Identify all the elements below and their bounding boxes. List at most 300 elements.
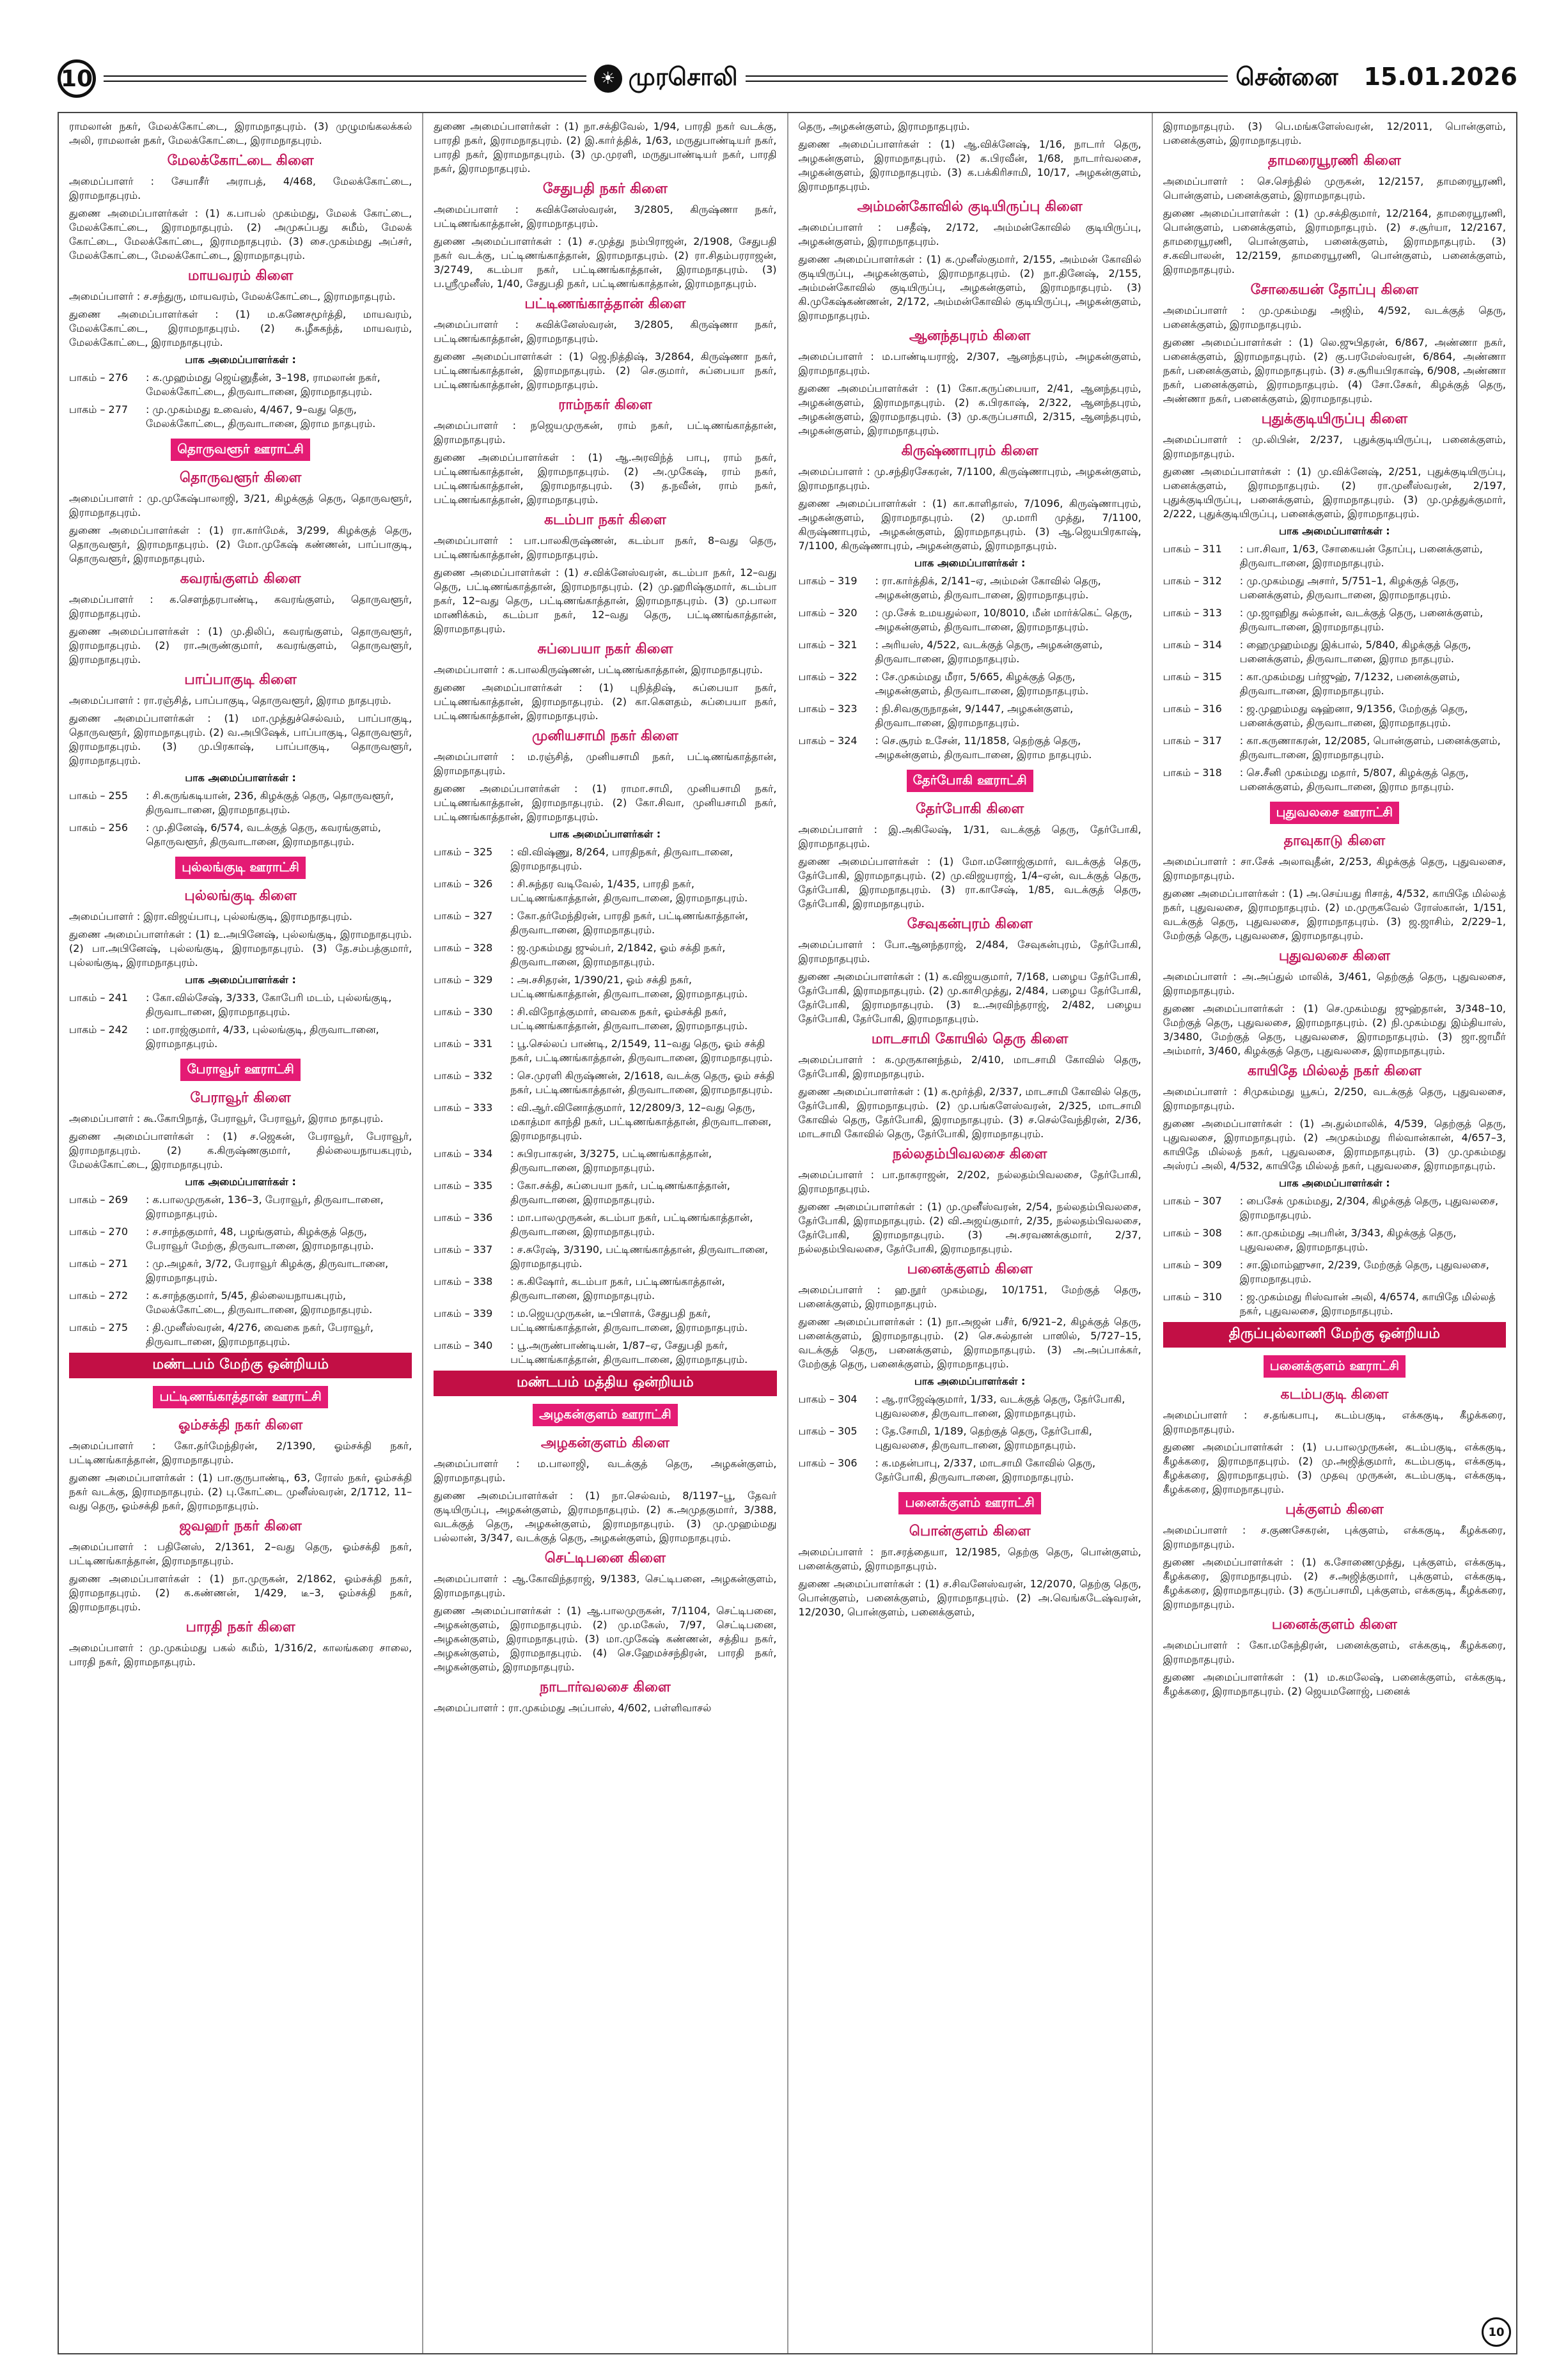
member-paragraph: துணை அமைப்பாளர்கள் : (1) பா.குருபாண்டி, 63, ரோஸ் நகர், ஓம்சக்தி நகர் வடக்கு, இராமநாதபுரம். (2) பு.கோட்டை முனீஸ்வரன், 2/1712, 11–வது தெரு, ஓம்சக்தி நகர், இராமநாதபுரம். xyxy=(69,1472,412,1512)
ward-details: : மா.பாலமுருகன், கடம்பா நகர், பட்டிணங்காத்தான், திருவாடானை, இராமநாதபுரம். xyxy=(510,1211,753,1238)
ward-details: : மு.முகம்மது உவைஸ், 4/467, 9–வது தெரு, மேலக்கோட்டை, திருவாடானை, இராம நாதபுரம். xyxy=(146,403,376,430)
member-paragraph: துணை அமைப்பாளர்கள் : (1) ம.கமலேஷ், பனைக்குளம், எக்ககுடி, கீழக்கரை, இராமநாதபுரம். (2) ஜெயமனோஜ், பனைக் xyxy=(1163,1671,1506,1697)
branch-heading: கவரங்குளம் கிளை xyxy=(180,571,301,587)
member-paragraph: துணை அமைப்பாளர்கள் : (1) ச.முத்து நம்பிராஜன், 2/1908, சேதுபதி நகர் வடக்கு, பட்டிணங்காத்தான், இராமநாதபுரம். (2) ரா.சிதம்பரராஜன், 3/2749, கடம்பா நகர், பட்டிணங்காத்தான், இராமநாதபுரம். (3) ப.ஸ்ரீமுனீஸ், 1/40, சேதுபதி நகர், பட்டிணங்காத்தான், இராமநாதபுரம். xyxy=(434,235,777,290)
ward-entry xyxy=(799,1392,1141,1420)
ward-number: பாகம் – 335 xyxy=(434,1179,493,1192)
ward-number: பாகம் – 314 xyxy=(1163,639,1222,651)
ward-entry xyxy=(69,1289,412,1317)
ward-number: பாகம் – 338 xyxy=(434,1275,493,1287)
header-rule-right xyxy=(746,75,1228,82)
member-paragraph: அமைப்பாளர் : க.சௌந்தரபாண்டி, கவரங்குளம், தொருவளூர், இராமநாதபுரம். xyxy=(69,593,412,619)
content-frame xyxy=(58,112,1517,2354)
ward-entry xyxy=(1163,574,1506,602)
ward-entry xyxy=(434,1243,776,1271)
union-heading-band: மண்டபம் மத்திய ஒன்றியம் xyxy=(434,1371,776,1396)
ward-number: பாகம் – 326 xyxy=(434,878,493,890)
ward-entry xyxy=(434,1037,776,1065)
member-paragraph: அமைப்பாளர் : கோ.மகேந்திரன், பனைக்குளம், எக்ககுடி, கீழக்கரை, இராமநாதபுரம். xyxy=(1163,1639,1506,1665)
branch-heading: முனியசாமி நகர் கிளை xyxy=(532,728,678,744)
ward-number: பாகம் – 333 xyxy=(434,1101,493,1114)
ward-number: பாகம் – 256 xyxy=(69,821,129,834)
branch-heading: பனைக்குளம் கிளை xyxy=(907,1261,1033,1277)
branch-heading: தாமரையூரணி கிளை xyxy=(1267,153,1401,169)
footer-page-number: 10 xyxy=(1482,2317,1511,2347)
ward-organisers-heading: பாக அமைப்பாளர்கள் : xyxy=(185,354,296,366)
ward-details: : சா.இமாம்ஹுசா, 2/239, மேற்குத் தெரு, புதுவலசை, இராமநாதபுரம். xyxy=(1239,1259,1489,1285)
branch-heading: ஓம்சக்தி நகர் கிளை xyxy=(178,1417,303,1433)
panchayat-heading-wrap xyxy=(69,1382,412,1412)
header-rule-left xyxy=(104,75,586,82)
ward-entry xyxy=(1163,766,1506,794)
ward-number: பாகம் – 328 xyxy=(434,942,493,954)
branch-heading: புதுக்குடியிருப்பு கிளை xyxy=(1261,411,1408,427)
member-paragraph: அமைப்பாளர் : ஆ.கோவிந்தராஜ், 9/1383, செட்டிபனை, அழகன்குளம், இராமநாதபுரம். xyxy=(434,1573,777,1599)
ward-number: பாகம் – 320 xyxy=(798,607,858,619)
member-paragraph: துணை அமைப்பாளர்கள் : (1) மு.சக்திகுமார், 12/2164, தாமரையூரணி, பொன்குளம், பனைக்குளம், இராமநாதபுரம். (2) ச.சூர்யா, 12/2167, தாமரையூரணி, பொன்குளம், பனைக்குளம், இராமநாதபுரம். (3) ச.கவிபாலன், 12/2159, தாமரையூரணி, பொன்குளம், பனைக்குளம், இராமநாதபுரம். xyxy=(1163,207,1506,276)
ward-number: பாகம் – 332 xyxy=(434,1069,493,1082)
ward-organisers-heading: பாக அமைப்பாளர்கள் : xyxy=(1279,525,1390,537)
ward-details: : கா.முகம்மது அபரின், 3/343, கிழக்குத் தெரு, புதுவலசை, இராமநாதபுரம். xyxy=(1239,1227,1457,1253)
ward-number: பாகம் – 340 xyxy=(434,1339,493,1351)
member-paragraph: துணை அமைப்பாளர்கள் : (1) மு.முனீஸ்வரன், 2/54, நல்லதம்பிவலசை, தேர்போகி, இராமநாதபுரம். (2) வி.அஜய்குமார், 2/35, நல்லதம்பிவலசை, தேர்போகி, இராமநாதபுரம். (3) அ.சரவணக்குமார், 2/37, நல்லதம்பிவலசை, தேர்போகி, இராமநாதபுரம். xyxy=(798,1201,1141,1255)
member-paragraph: துணை அமைப்பாளர்கள் : (1) ரா.கார்மேக், 3/299, கிழக்குத் தெரு, தொருவளூர், இராமநாதபுரம். (2) மோ.முகேஷ் கண்ணன், பாப்பாகுடி, தொருவளூர், இராமநாதபுரம். xyxy=(69,524,412,564)
member-paragraph: துணை அமைப்பாளர்கள் : (1) புநித்திஷ், சுப்பையா நகர், பட்டிணங்காத்தான், இராமநாதபுரம். (2) கா.கௌதம், சுப்பையா நகர், பட்டிணங்காத்தான், இராமநாதபுரம். xyxy=(434,681,777,722)
ward-details: : ஜ.முஹம்மது ஷஹ்னா, 9/1356, மேற்குத் தெரு, பனைக்குளம், திருவாடானை, இராமநாதபுரம். xyxy=(1239,703,1468,729)
panchayat-heading: பனைக்குளம் ஊராட்சி xyxy=(898,1492,1040,1514)
ward-entry xyxy=(434,1005,776,1033)
ward-number: பாகம் – 327 xyxy=(434,910,493,922)
member-paragraph: துணை அமைப்பாளர்கள் : (1) க.பாபல் முகம்மது, மேலக் கோட்டை, மேலக்கோட்டை, இராமநாதபுரம். (2) அமுசுப்பது சுமீம், மேலக் கோட்டை, மேலக்கோட்டை, இராமநாதபுரம். (3) சை.முகம்மது அப்சர், மேலக்கோட்டை, மேலக்கோட்டை, இராமநாதபுரம். xyxy=(69,207,412,261)
ward-details: : க.சாந்தகுமார், 5/45, தில்லையநாயகபுரம், மேலக்கோட்டை, திருவாடானை, இராமநாதபுரம். xyxy=(146,1289,373,1316)
ward-number: பாகம் – 311 xyxy=(1163,543,1222,555)
ward-number: பாகம் – 334 xyxy=(434,1147,493,1160)
ward-number: பாகம் – 339 xyxy=(434,1307,493,1319)
member-paragraph: அமைப்பாளர் : இ.அகிலேஷ், 1/31, வடக்குத் தெரு, தேர்போகி, இராமநாதபுரம். xyxy=(798,823,1141,850)
member-paragraph: அமைப்பாளர் : பா.நாகராஜன், 2/202, நல்லதம்பிவலசை, தேர்போகி, இராமநாதபுரம். xyxy=(798,1169,1141,1195)
ward-details: : பூ.செல்லப் பாண்டி, 2/1549, 11–வது தெரு, ஓம் சக்தி நகர், பட்டிணங்காத்தான், திருவாடானை, இராமநாதபுரம். xyxy=(510,1038,773,1064)
ward-details: : அ.சசிதரன், 1/390/21, ஓம் சக்தி நகர், பட்டிணங்காத்தான், திருவாடானை, இராமநாதபுரம். xyxy=(510,974,748,1000)
panchayat-heading: புல்லங்குடி ஊராட்சி xyxy=(175,857,306,879)
ward-entry xyxy=(1163,542,1506,570)
ward-details: : மு.முகம்மது அசார், 5/751–1, கிழக்குத் தெரு, பனைக்குளம், திருவாடானை, இராமநாதபுரம். xyxy=(1239,575,1459,601)
member-paragraph: துணை அமைப்பாளர்கள் : (1) உ.அபினேஷ், புல்லங்குடி, இராமநாதபுரம். (2) பா.அபினேஷ், புல்லங்குடி, இராமநாதபுரம். (3) தே.சம்பத்குமார், புல்லங்குடி, இராமநாதபுரம். xyxy=(69,928,412,968)
member-paragraph: அமைப்பாளர் : ச.குணசேகரன், புக்குளம், எக்ககுடி, கீழக்கரை, இராமநாதபுரம். xyxy=(1163,1524,1506,1550)
ward-number: பாகம் – 319 xyxy=(798,575,858,587)
ward-number: பாகம் – 325 xyxy=(434,846,493,858)
sun-logo-icon: ☀ xyxy=(594,65,622,93)
ward-entry xyxy=(434,1275,776,1303)
ward-entry xyxy=(434,845,776,873)
ward-details: : சி.கருங்கடியான், 236, கிழக்குத் தெரு, தொருவளூர், திருவாடானை, இராமநாதபுரம். xyxy=(146,789,394,816)
member-paragraph: துணை அமைப்பாளர்கள் : (1) க.முனீஸ்குமார், 2/155, அம்மன் கோவில் குடியிருப்பு, அழகன்குளம், இராமநாதபுரம். (2) நா.தினேஷ், 2/155, அம்மன்கோவில் குடியிருப்பு, அழகன்குளம், இராமநாதபுரம். (3) கி.முகேஷ்கண்ணன், 2/172, அம்மன்கோவில் குடியிருப்பு, அழகன்குளம், இராமநாதபுரம். xyxy=(798,253,1141,322)
column-container xyxy=(59,113,1516,2353)
member-paragraph: துணை அமைப்பாளர்கள் : (1) ராமா.சாமி, முனியசாமி நகர், பட்டிணங்காத்தான், இராமநாதபுரம். (2) கோ.சிவா, முனியசாமி நகர், பட்டிணங்காத்தான், இராமநாதபுரம். xyxy=(434,782,777,823)
ward-details: : கோ.தர்மேந்திரன், பாரதி நகர், பட்டிணங்காத்தான், திருவாடானை, இராமநாதபுரம். xyxy=(510,910,749,936)
ward-details: : ஹைமுஹம்மது இக்பால், 5/840, கிழக்குத் தெரு, பனைக்குளம், திருவாடானை, இராம நாதபுரம். xyxy=(1239,639,1471,665)
member-paragraph: துணை அமைப்பாளர்கள் : (1) மு.திலிப், கவரங்குளம், தொருவளூர், இராமநாதபுரம். (2) ரா.அருண்குமார், கவரங்குளம், தொருவளூர், இராமநாதபுரம். xyxy=(69,625,412,665)
ward-number: பாகம் – 331 xyxy=(434,1038,493,1050)
ward-entry xyxy=(434,1211,776,1239)
ward-entry xyxy=(1163,606,1506,634)
ward-details: : ஜ.முகம்மது ஜுல்பர், 2/1842, ஓம் சக்தி நகர், திருவாடானை, இராமநாதபுரம். xyxy=(510,942,726,968)
branch-heading: சோகையன் தோப்பு கிளை xyxy=(1250,282,1419,298)
ward-entry xyxy=(434,1339,776,1367)
ward-entry xyxy=(434,1179,776,1207)
ward-number: பாகம் – 272 xyxy=(69,1289,129,1302)
ward-entry xyxy=(434,973,776,1001)
ward-entry xyxy=(1163,638,1506,666)
member-paragraph: அமைப்பாளர் : ரா.ரஞ்சித், பாப்பாகுடி, தொருவளூர், இராம நாதபுரம். xyxy=(69,694,391,706)
member-paragraph: அமைப்பாளர் : சிமுகம்மது யூசுப், 2/250, வடக்குத் தெரு, புதுவலசை, இராமநாதபுரம். xyxy=(1163,1085,1506,1112)
ward-entry xyxy=(69,371,412,399)
ward-details: : ஜ.முகம்மது ரிஸ்வான் அலி, 4/6574, காயிதே மில்லத் நகர், புதுவலசை, இராமநாதபுரம். xyxy=(1239,1291,1496,1317)
ward-details: : நி.சிவகுருநாதன், 9/1447, அழகன்குளம், திருவாடானை, இராமநாதபுரம். xyxy=(875,703,1074,729)
ward-details: : மு.தினேஷ், 6/574, வடக்குத் தெரு, கவரங்குளம், தொருவளூர், திருவாடானை, இராமநாதபுரம். xyxy=(146,821,381,848)
ward-number: பாகம் – 269 xyxy=(69,1194,129,1206)
member-paragraph: தெரு, அழகன்குளம், இராமநாதபுரம். xyxy=(798,120,970,132)
branch-heading: ஆனந்தபுரம் கிளை xyxy=(909,328,1031,344)
branch-heading: பொன்குளம் கிளை xyxy=(909,1523,1031,1539)
ward-entry xyxy=(1163,702,1506,730)
ward-details: : கோ.வில்சேஷ், 3/333, கோபேரி மடம், புல்லங்குடி, திருவாடானை, இராமநாதபுரம். xyxy=(146,992,392,1018)
ward-number: பாகம் – 242 xyxy=(69,1023,129,1036)
ward-entry xyxy=(434,1101,776,1143)
panchayat-heading-wrap xyxy=(1163,798,1506,828)
branch-heading: தாவுகாடு கிளை xyxy=(1283,833,1386,849)
ward-entry xyxy=(799,734,1141,762)
ward-number: பாகம் – 318 xyxy=(1163,766,1222,779)
member-paragraph: அமைப்பாளர் : பசதீஷ், 2/172, அம்மன்கோவில் குடியிருப்பு, அழகன்குளம், இராமநாதபுரம். xyxy=(798,221,1141,247)
member-paragraph: துணை அமைப்பாளர்கள் : (1) க.சோணைமுத்து, புக்குளம், எக்ககுடி, கீழக்கரை, இராமநாதபுரம். (2) ச.அஜித்குமார், புக்குளம், எக்ககுடி, கீழக்கரை, இராமநாதபுரம். (3) கருப்பசாமி, புக்குளம், எக்ககுடி, கீழக்கரை, இராமநாதபுரம். xyxy=(1163,1556,1506,1610)
ward-organisers-heading: பாக அமைப்பாளர்கள் : xyxy=(185,1176,296,1188)
ward-number: பாகம் – 336 xyxy=(434,1211,493,1224)
issue-date: 15.01.2026 xyxy=(1363,63,1517,91)
ward-entry xyxy=(1163,1290,1506,1318)
ward-entry xyxy=(1163,734,1506,762)
branch-heading: ஜவஹர் நகர் கிளை xyxy=(179,1518,302,1534)
ward-entry xyxy=(434,1307,776,1335)
branch-heading: மேலக்கோட்டை கிளை xyxy=(167,153,314,169)
member-paragraph: அமைப்பாளர் : கூ.கோபிநாத், பேராவூர், பேராவூர், இராம நாதபுரம். xyxy=(69,1112,384,1124)
ward-details: : பா.சிவா, 1/63, சோகையன் தோப்பு, பனைக்குளம், திருவாடானை, இராமநாதபுரம். xyxy=(1239,543,1483,569)
member-paragraph: அமைப்பாளர் : ச.சந்துரு, மாயவரம், மேலக்கோட்டை, இராமநாதபுரம். xyxy=(69,290,396,302)
ward-number: பாகம் – 329 xyxy=(434,974,493,986)
member-paragraph: அமைப்பாளர் : இரா.விஜய்பாபு, புல்லங்குடி, இராமநாதபுரம். xyxy=(69,910,352,922)
ward-number: பாகம் – 255 xyxy=(69,789,129,802)
member-paragraph: அமைப்பாளர் : மு.முகம்மது அஜிம், 4/592, வடக்குத் தெரு, பனைக்குளம், இராமநாதபுரம். xyxy=(1163,304,1506,331)
branch-heading: செட்டிபனை கிளை xyxy=(544,1550,666,1566)
member-paragraph: அமைப்பாளர் : செ.செந்தில் முருகன், 12/2157, தாமரையூரணி, பொன்குளம், பனைக்குளம், இராமநாதபுரம். xyxy=(1163,175,1506,201)
ward-entry xyxy=(69,1225,412,1253)
ward-details: : மு.அழகர், 3/72, பேராவூர் கிழக்கு, திருவாடானை, இராமநாதபுரம். xyxy=(146,1257,389,1284)
ward-details: : மு.ஜாஹிது சுல்தான், வடக்குத் தெரு, பனைக்குளம், திருவாடானை, இராமநாதபுரம். xyxy=(1239,607,1484,633)
member-paragraph: அமைப்பாளர் : மு.சந்திரசேகரன், 7/1100, கிருஷ்ணாபுரம், அழகன்குளம், இராமநாதபுரம். xyxy=(798,465,1141,492)
ward-number: பாகம் – 317 xyxy=(1163,735,1222,747)
member-paragraph: அமைப்பாளர் : க.முருகானந்தம், 2/410, மாடசாமி கோவில் தெரு, தேர்போகி, இராமநாதபுரம். xyxy=(798,1054,1141,1080)
ward-entry xyxy=(69,1257,412,1285)
ward-number: பாகம் – 275 xyxy=(69,1321,129,1334)
member-paragraph: துணை அமைப்பாளர்கள் : (1) கா.காளிதாஸ், 7/1096, கிருஷ்ணாபுரம், அழகன்குளம், இராமநாதபுரம். (2) மு.மாரி முத்து, 7/1100, கிருஷ்ணாபுரம், அழகன்குளம், இராமநாதபுரம். (3) ஆ.ஜெயபிரகாஷ், 7/1100, கிருஷ்ணாபுரம், அழகன்குளம், இராமநாதபுரம். xyxy=(798,497,1141,552)
edition-city: சென்னை xyxy=(1235,63,1338,91)
branch-heading: அம்மன்கோவில் குடியிருப்பு கிளை xyxy=(857,199,1083,215)
ward-details: : செ.சீனி முகம்மது மதார், 5/807, கிழக்குத் தெரு, பனைக்குளம், திருவாடானை, இராம நாதபுரம். xyxy=(1239,766,1469,793)
member-paragraph: அமைப்பாளர் : நா.சரத்தையா, 12/1985, தெற்கு தெரு, பொன்குளம், பனைக்குளம், இராமநாதபுரம். xyxy=(798,1546,1141,1572)
ward-details: : கா.முகம்மது பர்ஜுஹ், 7/1232, பனைக்குளம், திருவாடானை, இராமநாதபுரம். xyxy=(1239,671,1461,697)
ward-entry xyxy=(1163,670,1506,698)
ward-details: : சே.முகம்மது மீரா, 5/665, கிழக்குத் தெரு, அழகன்குளம், திருவாடானை, இராமநாதபுரம். xyxy=(875,671,1089,697)
member-paragraph: அமைப்பாளர் : மு.லிபின், 2/237, புதுக்குடியிருப்பு, பனைக்குளம், இராமநாதபுரம். xyxy=(1163,433,1506,460)
member-paragraph: துணை அமைப்பாளர்கள் : (1) அ.செய்யது ரிசாத், 4/532, காயிதே மில்லத் நகர், புதுவலசை, இராமநாதபுரம். (2) ம.முருகவேல் ரோஸ்கான், 1/151, வடக்குத் தெரு, புதுவலசை, இராமநாதபுரம். (3) ஜ.ஜாசிம், 2/229–1, மேற்குத் தெரு, புதுவலசை, இராமநாதபுரம். xyxy=(1163,887,1506,942)
panchayat-heading-wrap xyxy=(69,435,412,465)
ward-details: : சி.விநோத்குமார், வைகை நகர், ஓம்சக்தி நகர், பட்டிணங்காத்தான், திருவாடானை, இராமநாதபுரம். xyxy=(510,1006,748,1032)
ward-entry xyxy=(434,909,776,937)
ward-entry xyxy=(799,574,1141,602)
member-paragraph: அமைப்பாளர் : ரா.முகம்மது அப்பாஸ், 4/602, பள்ளிவாசல் xyxy=(434,1702,712,1714)
ward-details: : ச.சுரேஷ், 3/3190, பட்டிணங்காத்தான், திருவாடானை, இராமநாதபுரம். xyxy=(510,1243,768,1270)
ward-details: : கோ.சக்தி, சுப்பையா நகர், பட்டிணங்காத்தான், திருவாடானை, இராமநாதபுரம். xyxy=(510,1179,730,1206)
branch-heading: சேதுபதி நகர் கிளை xyxy=(542,181,668,197)
member-paragraph: அமைப்பாளர் : ம.பாலாஜி, வடக்குத் தெரு, அழகன்குளம், இராமநாதபுரம். xyxy=(434,1458,777,1484)
member-paragraph: துணை அமைப்பாளர்கள் : (1) நா.சக்திவேல், 1/94, பாரதி நகர் வடக்கு, பாரதி நகர், இராமநாதபுரம். (2) இ.காா்த்திக், 1/63, மருதுபாண்டியர் நகர், பாரதி நகர், இராமநாதபுரம். (3) மு.முரளி, மருதுபாண்டியர் நகர், பாரதி நகர், இராமநாதபுரம். xyxy=(434,120,777,175)
panchayat-heading: அழகன்குளம் ஊராட்சி xyxy=(533,1404,678,1426)
member-paragraph: அமைப்பாளர் : மு.முகேஷ்பாலாஜி, 3/21, கிழக்குத் தெரு, தொருவளூர், இராமநாதபுரம். xyxy=(69,492,412,518)
branch-heading: ராம்நகர் கிளை xyxy=(558,397,652,413)
branch-heading: புதுவலசை கிளை xyxy=(1278,948,1390,964)
ward-entry xyxy=(799,670,1141,698)
ward-entry xyxy=(799,1424,1141,1452)
panchayat-heading: தேர்போகி ஊராட்சி xyxy=(907,770,1033,792)
member-paragraph: அமைப்பாளர் : ஹ.நூர் முகம்மது, 10/1751, மேற்குத் தெரு, பனைக்குளம், இராமநாதபுரம். xyxy=(798,1284,1141,1310)
ward-number: பாகம் – 276 xyxy=(69,371,129,384)
ward-details: : சி.சுந்தர வடிவேல், 1/435, பாரதி நகர், பட்டிணங்காத்தான், திருவாடானை, இராமநாதபுரம். xyxy=(510,878,748,904)
ward-organisers-heading: பாக அமைப்பாளர்கள் : xyxy=(185,772,296,784)
member-paragraph: துணை அமைப்பாளர்கள் : (1) ச.சிவனேஸ்வரன், 12/2070, தெற்கு தெரு, பொன்குளம், பனைக்குளம், இராமநாதபுரம். (2) அ.வெங்கடேஷ்வரன், 12/2030, பொன்குளம், பனைக்குளம், xyxy=(798,1578,1141,1618)
member-paragraph: துணை அமைப்பாளர்கள் : (1) நா.முருகன், 2/1862, ஓம்சக்தி நகர், இராமநாதபுரம். (2) க.கண்ணன், 1/429, டீ–3, ஓம்சக்தி நகர், இராமநாதபுரம். xyxy=(69,1573,412,1613)
branch-heading: மாடசாமி கோயில் தெரு கிளை xyxy=(871,1031,1069,1047)
member-paragraph: அமைப்பாளர் : நஜெயமுருகன், ராம் நகர், பட்டிணங்காத்தான், இராமநாதபுரம். xyxy=(434,419,777,446)
ward-entry xyxy=(434,1147,776,1175)
branch-heading: கடம்பகுடி கிளை xyxy=(1280,1387,1389,1403)
member-paragraph: துணை அமைப்பாளர்கள் : (1) ச.விக்னேஸ்வரன், கடம்பா நகர், 12–வது தெரு, பட்டிணங்காத்தான், இராமநாதபுரம். (2) மு.ஹரிஷ்குமார், கடம்பா நகர், 12–வது தெரு, பட்டிணங்காத்தான், இராமநாதபுரம். (3) மு.பாலா மாணிக்கம், கடம்பா நகர், 12–வது தெரு, பட்டிணங்காத்தான், இராமநாதபுரம். xyxy=(434,566,777,635)
member-paragraph: ராமலான் நகர், மேலக்கோட்டை, இராமநாதபுரம். (3) முழுமங்கலக்கல் அலி, ராமலான் நகர், மேலக்கோட்டை, இராமநாதபுரம். xyxy=(69,120,412,146)
member-paragraph: துணை அமைப்பாளர்கள் : (1) நா.அஜன் பசீர், 6/921–2, கிழக்குத் தெரு, பனைக்குளம், இராமநாதபுரம். (2) செ.சுல்தான் பாஸில், 5/727–15, வடக்குத் தெரு, பனைக்குளம், இராமநாதபுரம். (3) அ.அப்பாக்கர், மேற்குத் தெரு, பனைக்குளம், இராமநாதபுரம். xyxy=(798,1316,1141,1370)
member-paragraph: அமைப்பாளர் : ம.ரஞ்சித், முனியசாமி நகர், பட்டிணங்காத்தான், இராமநாதபுரம். xyxy=(434,751,777,777)
member-paragraph: துணை அமைப்பாளர்கள் : (1) ஆ.பாலமுருகன், 7/1104, செட்டிபனை, அழகன்குளம், இராமநாதபுரம். (2) மு.மகேஸ், 7/97, செட்டிபனை, அழகன்குளம், இராமநாதபுரம். (3) மா.முகேஷ் கண்ணன், சத்திய நகர், அழகன்குளம், இராமநாதபுரம். (4) செ.ஹேமச்சந்திரன், பாரதி நகர், அழகன்குளம், இராமநாதபுரம். xyxy=(434,1605,777,1673)
branch-heading: நாடார்வலசை கிளை xyxy=(539,1679,671,1695)
branch-heading: புல்லங்குடி கிளை xyxy=(184,888,297,904)
branch-heading: கிருஷ்ணாபுரம் கிளை xyxy=(901,443,1038,459)
member-paragraph: அமைப்பாளர் : க.பாலகிருஷ்ணன், பட்டிணங்காத்தான், இராமநாதபுரம். xyxy=(434,664,763,676)
panchayat-heading: தொருவளூர் ஊராட்சி xyxy=(171,439,309,461)
ward-number: பாகம் – 270 xyxy=(69,1225,129,1238)
branch-heading: புக்குளம் கிளை xyxy=(1285,1502,1384,1518)
branch-heading: சேவுகன்புரம் கிளை xyxy=(907,916,1033,932)
ward-details: : வி.ஆர்.வினோத்குமார், 12/2809/3, 12–வது தெரு, மகாத்மா காந்தி நகர், பட்டிணங்காத்தான், திருவாடானை, இராமநாதபுரம். xyxy=(510,1101,772,1142)
member-paragraph: அமைப்பாளர் : மு.முகம்மது பகல் கமீம், 1/316/2, காலங்கரை சாலை, பாரதி நகர், இராமநாதபுரம். xyxy=(69,1642,412,1668)
ward-details: : அரியஸ், 4/522, வடக்குத் தெரு, அழகன்குளம், திருவாடானை, இராமநாதபுரம். xyxy=(875,639,1103,665)
branch-heading: பட்டிணங்காத்தான் கிளை xyxy=(524,296,686,312)
ward-details: : ம.ஜெயமுருகன், டீ–பிளாக், சேதுபதி நகர், பட்டிணங்காத்தான், திருவாடானை, இராமநாதபுரம். xyxy=(510,1307,748,1334)
branch-heading: மாயவரம் கிளை xyxy=(187,268,294,284)
ward-entry xyxy=(434,1069,776,1097)
column-3 xyxy=(788,113,1153,2353)
panchayat-heading: பட்டிணங்காத்தான் ஊராட்சி xyxy=(153,1386,327,1408)
ward-details: : கா.கருணாகரன், 12/2085, பொன்குளம், பனைக்குளம், திருவாடானை, இராமநாதபுரம். xyxy=(1239,735,1501,761)
ward-details: : க.கிஷோர், கடம்பா நகர், பட்டிணங்காத்தான், திருவாடானை, இராமநாதபுரம். xyxy=(510,1275,725,1302)
ward-number: பாகம் – 321 xyxy=(798,639,858,651)
ward-details: : சுபிரபாகரன், 3/3275, பட்டிணங்காத்தான், திருவாடானை, இராமநாதபுரம். xyxy=(510,1147,712,1174)
ward-details: : ரா.கார்த்திக், 2/141–ஏ, அம்மன் கோவில் தெரு, அழகன்குளம், திருவாடானை, இராமநாதபுரம். xyxy=(875,575,1101,601)
panchayat-heading-wrap xyxy=(434,1400,776,1430)
member-paragraph: அமைப்பாளர் : சுவிக்னேஸ்வரன், 3/2805, கிருஷ்ணா நகர், பட்டிணங்காத்தான், இராமநாதபுரம். xyxy=(434,203,777,229)
ward-number: பாகம் – 313 xyxy=(1163,607,1222,619)
ward-number: பாகம் – 330 xyxy=(434,1006,493,1018)
ward-details: : ஆ.ராஜேஷ்குமார், 1/33, வடக்குத் தெரு, தேர்போகி, புதுவலசை, திருவாடானை, இராமநாதபுரம். xyxy=(875,1393,1125,1419)
ward-number: பாகம் – 309 xyxy=(1163,1259,1222,1271)
ward-number: பாகம் – 305 xyxy=(798,1425,858,1437)
member-paragraph: துணை அமைப்பாளர்கள் : (1) ச.ஜெகன், பேராவூர், பேராவூர், இராமநாதபுரம். (2) க.கிருஷ்ணகுமார், தில்லையநாயகபுரம், மேலக்கோட்டை, இராமநாதபுரம். xyxy=(69,1130,412,1171)
page-header xyxy=(58,56,1517,101)
ward-entry xyxy=(69,1321,412,1349)
ward-details: : மு.சேக் உமயதுல்லா, 10/8010, மீன் மார்க்கெட் தெரு, அழகன்குளம், திருவாடானை, இராமநாதபுரம். xyxy=(875,607,1132,633)
ward-details: : க.முஹம்மது ஜெய்னுதீன், 3–198, ராமலான் நகர், மேலக்கோட்டை, திருவாடானை, இராமநாதபுரம். xyxy=(146,371,380,398)
union-heading-band: திருப்புல்லாணி மேற்கு ஒன்றியம் xyxy=(1163,1322,1506,1348)
ward-number: பாகம் – 324 xyxy=(798,735,858,747)
ward-details: : மா.ராஜ்குமார், 4/33, புல்லங்குடி, திருவாடானை, இராமநாதபுரம். xyxy=(146,1023,379,1050)
ward-details: : ச.சாந்தகுமார், 48, பழங்குளம், கிழக்குத் தெரு, பேராவூர் மேற்கு, திருவாடானை, இராமநாதபுரம். xyxy=(146,1225,374,1252)
ward-number: பாகம் – 306 xyxy=(798,1457,858,1469)
ward-entry xyxy=(799,606,1141,634)
member-paragraph: துணை அமைப்பாளர்கள் : (1) ஆ.அரவிந்த் பாபு, ராம் நகர், பட்டிணங்காத்தான், இராமநாதபுரம். (2) அ.முகேஷ், ராம் நகர், பட்டிணங்காத்தான், இராமநாதபுரம். (3) த.நவீன், ராம் நகர், பட்டிணங்காத்தான், இராமநாதபுரம். xyxy=(434,451,777,506)
branch-heading: அழகன்குளம் கிளை xyxy=(540,1435,670,1451)
member-paragraph: அமைப்பாளர் : பா.பாலகிருஷ்ணன், கடம்பா நகர், 8–வது தெரு, பட்டிணங்காத்தான், இராமநாதபுரம். xyxy=(434,534,777,561)
ward-details: : பைசேக் முகம்மது, 2/304, கிழக்குத் தெரு, புதுவலசை, இராமநாதபுரம். xyxy=(1239,1195,1499,1221)
member-paragraph: துணை அமைப்பாளர்கள் : (1) நா.செல்வம், 8/1197–பூ, தேவர் குடியிருப்பு, அழகன்குளம், இராமநாதபுரம். (2) க.அமுதகுமார், 3/388, வடக்குத் தெரு, அழகன்குளம், இராமநாதபுரம். (3) மு.முஹம்மது பல்லான், 3/347, வடக்குத் தெரு, அழகன்குளம், இராமநாதபுரம். xyxy=(434,1489,777,1544)
panchayat-heading-wrap xyxy=(69,853,412,883)
member-paragraph: துணை அமைப்பாளர்கள் : (1) க.மூர்த்தி, 2/337, மாடசாமி கோவில் தெரு, தேர்போகி, இராமநாதபுரம். (2) மு.பங்களேஸ்வரன், 2/325, மாடசாமி கோவில் தெரு, தேர்போகி, இராமநாதபுரம். (3) ச.செல்வேந்திரன், 2/36, மாடசாமி கோவில் தெரு, தேர்போகி, இராமநாதபுரம். xyxy=(798,1085,1141,1140)
member-paragraph: அமைப்பாளர் : சுவிக்னேஸ்வரன், 3/2805, கிருஷ்ணா நகர், பட்டிணங்காத்தான், இராமநாதபுரம். xyxy=(434,318,777,345)
ward-details: : பூ.அருண்பாண்டியன், 1/87–ஏ, சேதுபதி நகர், பட்டிணங்காத்தான், திருவாடானை, இராமநாதபுரம். xyxy=(510,1339,748,1365)
ward-entry xyxy=(434,941,776,969)
member-paragraph: அமைப்பாளர் : சேயாசீர் அராபத், 4/468, மேலக்கோட்டை, இராமநாதபுரம். xyxy=(69,175,412,201)
ward-entry xyxy=(799,702,1141,730)
column-2 xyxy=(423,113,788,2353)
ward-number: பாகம் – 316 xyxy=(1163,703,1222,715)
branch-heading: தேர்போகி கிளை xyxy=(915,801,1024,817)
ward-entry xyxy=(69,403,412,431)
ward-entry xyxy=(799,638,1141,666)
member-paragraph: துணை அமைப்பாளர்கள் : (1) கோ.கருப்பையா, 2/41, ஆனந்தபுரம், அழகன்குளம், இராமநாதபுரம். (2) க.பிரகாஷ், 2/322, ஆனந்தபுரம், அழகன்குளம், இராமநாதபுரம். (3) மு.கருப்பசாமி, 2/315, ஆனந்தபுரம், அழகன்குளம், இராமநாதபுரம். xyxy=(798,382,1141,437)
paper-name: முரசொலி xyxy=(628,63,738,91)
ward-entry xyxy=(1163,1258,1506,1286)
panchayat-heading-wrap xyxy=(1163,1351,1506,1381)
ward-entry xyxy=(1163,1194,1506,1222)
member-paragraph: அமைப்பாளர் : போ.ஆனந்தராஜ், 2/484, சேவுகன்புரம், தேர்போகி, இராமநாதபுரம். xyxy=(798,938,1141,965)
masthead-logo xyxy=(594,63,738,95)
member-paragraph: துணை அமைப்பாளர்கள் : (1) அ.துல்மாலிக், 4/539, தெற்குத் தெரு, புதுவலசை, இராமநாதபுரம். (2) அமுகம்மது ரில்வான்கான், 4/657–3, காயிதே மில்லத் நகர், புதுவலசை, இராமநாதபுரம். (3) மு.முகம்மது அஸ்ரப் அலி, 4/532, காயிதே மில்லத் நகர், புதுவலசை, இராமநாதபுரம். xyxy=(1163,1117,1506,1172)
ward-entry xyxy=(69,1023,412,1051)
member-paragraph: துணை அமைப்பாளர்கள் : (1) மா.முத்துச்செல்வம், பாப்பாகுடி, தொருவளூர், இராமநாதபுரம். (2) வ.அபிஷேக், பாப்பாகுடி, தொருவளூர், இராமநாதபுரம். (3) மு.பிரகாஷ், பாப்பாகுடி, தொருவளூர், இராமநாதபுரம். xyxy=(69,712,412,766)
ward-details: : வி.விஷ்ணு, 8/264, பாரதிநகர், திருவாடானை, இராமநாதபுரம். xyxy=(510,846,733,872)
ward-details: : செ.சூரம் உசேன், 11/1858, தெற்குத் தெரு, அழகன்குளம், திருவாடானை, இராம நாதபுரம். xyxy=(875,735,1092,761)
panchayat-heading-wrap xyxy=(799,1488,1141,1518)
member-paragraph: அமைப்பாளர் : ம.பாண்டியராஜ், 2/307, ஆனந்தபுரம், அழகன்குளம், இராமநாதபுரம். xyxy=(798,350,1141,377)
member-paragraph: துணை அமைப்பாளர்கள் : (1) மோ.மனோஜ்குமார், வடக்குத் தெரு, தேர்போகி, இராமநாதபுரம். (2) மு.விஜயராஜ், 1/4–ஏன், வடக்குத் தெரு, தேர்போகி, இராமநாதபுரம். (3) ரா.காசேஷ், 1/85, வடக்குத் தெரு, தேர்போகி, இராமநாதபுரம். xyxy=(798,855,1141,910)
branch-heading: பனைக்குளம் கிளை xyxy=(1271,1617,1397,1633)
ward-details: : தி.முனீஸ்வரன், 4/276, வைகை நகர், பேராவூர், திருவாடானை, இராமநாதபுரம். xyxy=(146,1321,374,1348)
ward-organisers-heading: பாக அமைப்பாளர்கள் : xyxy=(1279,1177,1390,1189)
member-paragraph: துணை அமைப்பாளர்கள் : (1) மு.விக்னேஷ், 2/251, புதுக்குடியிருப்பு, பனைக்குளம், இராமநாதபுரம். (2) ரா.முனீஸ்வரன், 2/197, புதுக்குடியிருப்பு, பனைக்குளம், இராமநாதபுரம். (3) மு.முத்துக்குமார், 2/222, புதுக்குடியிருப்பு, பனைக்குளம், இராமநாதபுரம். xyxy=(1163,465,1506,520)
ward-number: பாகம் – 271 xyxy=(69,1257,129,1270)
ward-number: பாகம் – 277 xyxy=(69,403,129,416)
ward-entry xyxy=(799,1456,1141,1484)
ward-details: : செ.முரளி கிருஷ்ணன், 2/1618, வடக்கு தெரு, ஓம் சக்தி நகர், பட்டிணங்காத்தான், திருவாடானை, இராமநாதபுரம். xyxy=(510,1069,775,1096)
branch-heading: காயிதே மில்லத் நகர் கிளை xyxy=(1247,1063,1422,1079)
ward-entry xyxy=(69,789,412,817)
branch-heading: பேராவூர் கிளை xyxy=(190,1090,291,1106)
member-paragraph: துணை அமைப்பாளர்கள் : (1) ம.கணேசமூர்த்தி, மாயவரம், மேலக்கோட்டை, இராமநாதபுரம். (2) சு.ழீசுகந்த், மாயவரம், மேலக்கோட்டை, இராமநாதபுரம். xyxy=(69,308,412,348)
ward-number: பாகம் – 304 xyxy=(798,1393,858,1405)
ward-number: பாகம் – 241 xyxy=(69,992,129,1004)
ward-details: : தே.சோமி, 1/189, தெற்குத் தெரு, தேர்போகி, புதுவலசை, திருவாடானை, இராமநாதபுரம். xyxy=(875,1425,1092,1451)
panchayat-heading: பேராவூர் ஊராட்சி xyxy=(180,1059,300,1081)
member-paragraph: அமைப்பாளர் : பதினேஸ், 2/1361, 2–வது தெரு, ஓம்சக்தி நகர், பட்டிணங்காத்தான், இராமநாதபுரம். xyxy=(69,1541,412,1567)
ward-number: பாகம் – 322 xyxy=(798,671,858,683)
ward-details: : க.பாலமுருகன், 136–3, பேராவூர், திருவாடானை, இராமநாதபுரம். xyxy=(146,1194,384,1220)
union-heading-band: மண்டபம் மேற்கு ஒன்றியம் xyxy=(69,1353,412,1378)
ward-number: பாகம் – 307 xyxy=(1163,1195,1222,1207)
ward-organisers-heading: பாக அமைப்பாளர்கள் : xyxy=(549,828,661,840)
ward-number: பாகம் – 308 xyxy=(1163,1227,1222,1239)
ward-organisers-heading: பாக அமைப்பாளர்கள் : xyxy=(185,974,296,986)
ward-entry xyxy=(69,1193,412,1221)
ward-entry xyxy=(434,877,776,905)
member-paragraph: துணை அமைப்பாளர்கள் : (1) க.விஜயகுமார், 7/168, பழைய தேர்போகி, தேர்போகி, இராமநாதபுரம். (2) மு.காசிமுத்து, 2/484, பழைய தேர்போகி, தேர்போகி, இராமநாதபுரம். (3) உ.அரவிந்தராஜ், 2/482, பழைய தேர்போகி, தேர்போகி, இராமநாதபுரம். xyxy=(798,970,1141,1025)
branch-heading: பாரதி நகர் கிளை xyxy=(185,1619,295,1635)
panchayat-heading: புதுவலசை ஊராட்சி xyxy=(1270,802,1399,824)
member-paragraph: அமைப்பாளர் : ச.தங்கபாபு, கடம்பகுடி, எக்ககுடி, கீழக்கரை, இராமநாதபுரம். xyxy=(1163,1409,1506,1435)
member-paragraph: அமைப்பாளர் : கோ.தர்மேந்திரன், 2/1390, ஓம்சக்தி நகர், பட்டிணங்காத்தான், இராமநாதபுரம். xyxy=(69,1440,412,1466)
panchayat-heading-wrap xyxy=(69,1055,412,1085)
ward-number: பாகம் – 323 xyxy=(798,703,858,715)
column-1 xyxy=(59,113,423,2353)
member-paragraph: அமைப்பாளர் : அ.அப்துல் மாலிக், 3/461, தெற்குத் தெரு, புதுவலசை, இராமநாதபுரம். xyxy=(1163,970,1506,997)
member-paragraph: அமைப்பாளர் : சா.சேக் அலாவுதீன், 2/253, கிழக்குத் தெரு, புதுவலசை, இராமநாதபுரம். xyxy=(1163,855,1506,882)
branch-heading: தொருவளூர் கிளை xyxy=(179,470,302,486)
ward-number: பாகம் – 315 xyxy=(1163,671,1222,683)
panchayat-heading-wrap xyxy=(799,766,1141,796)
page-number-badge: 10 xyxy=(58,59,96,98)
ward-details: : க.மதன்பாபு, 2/337, மாடசாமி கோவில் தெரு, தேர்போகி, திருவாடானை, இராமநாதபுரம். xyxy=(875,1457,1096,1483)
member-paragraph: துணை அமைப்பாளர்கள் : (1) ஆ.விக்னேஷ், 1/16, நாடார் தெரு, அழகன்குளம், இராமநாதபுரம். (2) க.பிரவீன், 1/68, நாடார்வலசை, அழகன்குளம், இராமநாதபுரம். (3) க.பக்கிரிசாமி, 10/17, அழகன்குளம், இராமநாதபுரம். xyxy=(798,138,1141,192)
ward-organisers-heading: பாக அமைப்பாளர்கள் : xyxy=(914,557,1026,569)
member-paragraph: துணை அமைப்பாளர்கள் : (1) செ.முகம்மது ஜுஹ்தான், 3/348–10, மேற்குத் தெரு, புதுவலசை, இராமநாதபுரம். (2) நி.முகம்மது இம்தியாஸ், 3/3480, மேற்குத் தெரு, புதுவலசை, இராமநாதபுரம். (3) ஜா.ஜாமீர் அம்மார், 3/460, கிழக்குத் தெரு, புதுவலசை, இராமநாதபுரம். xyxy=(1163,1002,1506,1057)
branch-heading: நல்லதம்பிவலசை கிளை xyxy=(892,1146,1047,1162)
ward-entry xyxy=(69,821,412,849)
ward-number: பாகம் – 310 xyxy=(1163,1291,1222,1303)
member-paragraph: துணை அமைப்பாளர்கள் : (1) ஜெ.நித்திஷ், 3/2864, கிருஷ்ணா நகர், பட்டிணங்காத்தான், இராமநாதபுரம். (2) செ.குமார், சுப்பையா நகர், பட்டிணங்காத்தான், இராமநாதபுரம். xyxy=(434,350,777,391)
ward-number: பாகம் – 337 xyxy=(434,1243,493,1256)
member-paragraph: துணை அமைப்பாளர்கள் : (1) லெ.ஜுபிதரன், 6/867, அண்ணா நகர், பனைக்குளம், இராமநாதபுரம். (2) கு.பரமேஸ்வரன், 6/864, அண்ணா நகர், பனைக்குளம், இராமநாதபுரம். (3) ச.சூரியபிரகாஷ், 6/908, அண்ணா நகர், பனைக்குளம், இராமநாதபுரம். (4) சோ.சேகர், கிழக்குத் தெரு, அண்ணா நகர், பனைக்குளம், இராமநாதபுரம். xyxy=(1163,336,1506,405)
branch-heading: கடம்பா நகர் கிளை xyxy=(544,512,666,528)
ward-entry xyxy=(69,991,412,1019)
member-paragraph: துணை அமைப்பாளர்கள் : (1) ப.பாலமுருகன், கடம்பகுடி, எக்ககுடி, கீழக்கரை, இராமநாதபுரம். (2) மு.அஜித்குமார், கடம்பகுடி, எக்ககுடி, கீழக்கரை, இராமநாதபுரம். (3) முதவு முருகன், கடம்பகுடி, எக்ககுடி, கீழக்கரை, இராமநாதபுரம். xyxy=(1163,1441,1506,1495)
branch-heading: பாப்பாகுடி கிளை xyxy=(184,672,297,688)
branch-heading: சுப்பையா நகர் கிளை xyxy=(537,641,673,657)
member-paragraph: இராமநாதபுரம். (3) பெ.மங்களேஸ்வரன், 12/2011, பொன்குளம், பனைக்குளம், இராமநாதபுரம். xyxy=(1163,120,1506,146)
panchayat-heading: பனைக்குளம் ஊராட்சி xyxy=(1264,1355,1406,1378)
